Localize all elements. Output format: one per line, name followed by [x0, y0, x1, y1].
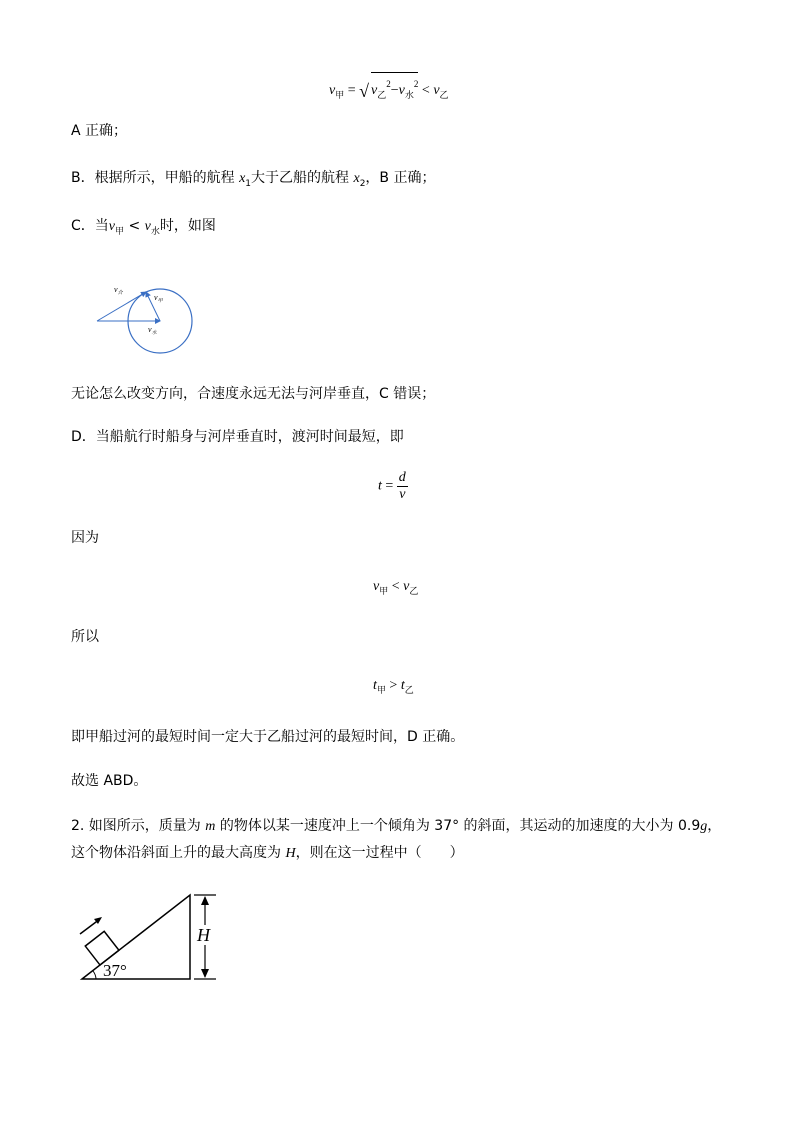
- formula-symbol: x: [239, 171, 246, 186]
- denominator: v: [399, 487, 406, 502]
- text-span: B．根据所示，甲船的航程: [71, 170, 240, 186]
- text-span: 大于乙船的航程: [251, 170, 354, 186]
- text-span: 2. 如图所示，质量为: [71, 818, 206, 834]
- label-v-chuan: $v_甲$: [154, 293, 163, 304]
- formula-superscript: 2: [386, 79, 391, 89]
- text-span: 时，如图: [159, 218, 216, 234]
- formula-symbol: v: [373, 579, 380, 594]
- option-a-correct: A 正确；: [71, 123, 128, 139]
- formula-symbol: v: [144, 219, 151, 234]
- option-c-conclusion: 无论怎么改变方向，合速度永远无法与河岸垂直，C 错误；: [71, 386, 436, 402]
- arrow-down-icon: [201, 969, 209, 978]
- formula-symbol: t: [373, 678, 377, 693]
- formula-v-jia: [329, 72, 449, 105]
- equals-sign: =: [347, 83, 356, 98]
- formula-subscript: 2: [359, 179, 366, 189]
- formula-subscript: 水: [404, 90, 414, 100]
- text-span: ，B 正确；: [365, 170, 436, 186]
- minus-sign: −: [390, 83, 399, 98]
- less-than-sign: <: [391, 579, 400, 594]
- answer-line: 故选 ABD。: [71, 773, 148, 789]
- resultant-velocity-arrow: [97, 292, 146, 321]
- height-label: H: [197, 925, 210, 945]
- incline-triangle: [82, 895, 190, 979]
- formula-subscript: 水: [150, 227, 160, 237]
- formula-subscript: 乙: [439, 90, 449, 100]
- formula-v-compare: [373, 577, 418, 601]
- formula-symbol: x: [353, 171, 360, 186]
- formula-symbol: v: [433, 83, 440, 98]
- greater-than-sign: >: [389, 678, 398, 693]
- text-span: 的物体以某一速度冲上一个倾角为 37° 的斜面，其运动的加速度的大小为 0.9: [215, 818, 701, 834]
- formula-subscript: 乙: [377, 90, 387, 100]
- text-span: ，这个物体沿斜面上升的最大高度为: [71, 818, 722, 861]
- label-v-he: $v_合$: [114, 285, 123, 296]
- velocity-circle-diagram: [90, 280, 200, 360]
- text-span: C．当: [71, 218, 109, 234]
- less-than-sign: <: [421, 83, 430, 98]
- option-c-text: [71, 216, 216, 242]
- equals-sign: =: [385, 478, 394, 494]
- fraction: [397, 470, 408, 503]
- formula-t-compare: [373, 676, 414, 700]
- formula-subscript: 甲: [379, 586, 389, 596]
- text-span: ，则在这一过程中（ ）: [295, 845, 464, 861]
- formula-subscript: 甲: [335, 90, 345, 100]
- formula-symbol: v: [398, 83, 405, 98]
- formula-subscript: 乙: [409, 586, 419, 596]
- formula-superscript: 2: [413, 79, 419, 89]
- formula-symbol: v: [329, 83, 336, 98]
- formula-subscript: 甲: [115, 227, 125, 237]
- arrow-up-icon: [201, 896, 209, 905]
- block: [85, 931, 119, 965]
- formula-symbol: v: [108, 219, 115, 234]
- formula-symbol: v: [371, 83, 378, 98]
- formula-subscript: 甲: [376, 685, 386, 695]
- option-d-text: D．当船航行时船身与河岸垂直时，渡河时间最短，即: [71, 429, 404, 445]
- formula-subscript: 乙: [404, 685, 414, 695]
- formula-symbol: t: [378, 478, 382, 494]
- formula-t-equals-d-over-v: [378, 470, 408, 503]
- less-than-sign: <: [124, 218, 145, 234]
- formula-subscript: 1: [245, 179, 252, 189]
- because-label: 因为: [71, 530, 99, 546]
- incline-diagram: [70, 885, 230, 985]
- angle-label: 37°: [103, 961, 127, 980]
- angle-arc: [93, 971, 96, 979]
- boat-velocity-arrow: [146, 292, 160, 321]
- formula-symbol: m: [205, 819, 216, 834]
- formula-symbol: t: [400, 678, 405, 693]
- therefore-label: 所以: [71, 629, 99, 645]
- formula-symbol: g: [700, 819, 708, 834]
- sqrt-icon: √: [359, 81, 370, 101]
- formula-symbol: H: [285, 846, 296, 861]
- label-v-shui: $v_水$: [148, 325, 157, 336]
- numerator: d: [398, 470, 406, 485]
- option-d-conclusion: 即甲船过河的最短时间一定大于乙船过河的最短时间，D 正确。: [71, 729, 465, 745]
- option-b-text: [71, 168, 435, 194]
- question-2-text: [71, 813, 731, 867]
- sqrt-body: [371, 72, 418, 105]
- formula-symbol: v: [403, 579, 410, 594]
